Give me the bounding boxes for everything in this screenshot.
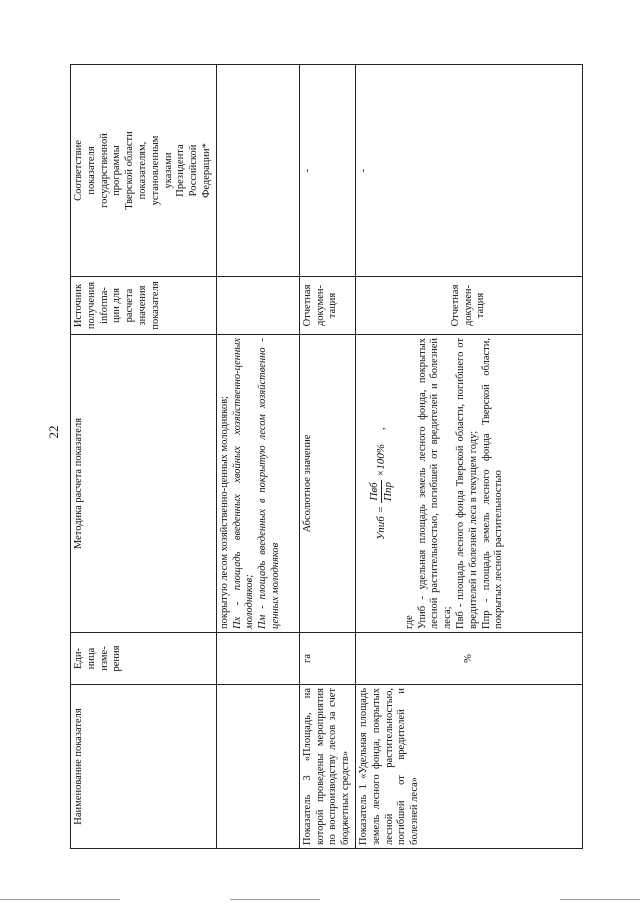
- row3-method: [355, 335, 582, 633]
- definition-line: Пвб - площадь лесного фонда Тверской области, погибшего от вредителей и болезней леса в текущем году;: [454, 338, 479, 629]
- table-header-row: [71, 65, 217, 849]
- header-unit: Еди- ница изме- рения: [71, 633, 217, 685]
- table-row: [355, 65, 582, 849]
- row2-method: Абсолютное значение: [299, 335, 355, 633]
- header-source: Источник получения informa- ции для расчета значения показателя: [71, 277, 217, 335]
- where-label: где: [403, 615, 415, 629]
- header-name: Наименование показателя: [71, 685, 217, 849]
- row3-source: Отчетная докумен-тация: [355, 277, 582, 335]
- row1-method: [216, 335, 299, 633]
- rotated-table-container: [70, 65, 640, 849]
- formula: [368, 338, 396, 629]
- row1-method-line: Пм - площадь введенных в покрытую лесом хозяйственно - ценных молодняков: [257, 338, 281, 629]
- header-compliance: Соответствие показателя государственной программы Тверской области показателям, установленным указами Президента Российской Федерации*: [71, 65, 217, 277]
- table-row: [299, 65, 355, 849]
- row3-unit: %: [355, 633, 582, 685]
- page-number: 22: [46, 425, 61, 439]
- formula-lhs: Упиб =: [375, 506, 388, 540]
- row2-source: Отчетная докумен-тация: [299, 277, 355, 335]
- header-method: Методика расчета показателя: [71, 335, 217, 633]
- scan-edge-line: [0, 899, 640, 900]
- row1-method-line: покрытую лесом хозяйственно-ценных молодняков;: [218, 396, 230, 629]
- row1-compliance: [216, 65, 299, 277]
- indicators-table: [70, 64, 583, 849]
- formula-denominator: Ппр: [382, 482, 395, 501]
- formula-numerator: Пвб: [368, 480, 382, 502]
- formula-tail: ×100%: [375, 443, 388, 478]
- row3-name: Показатель 1 «Удельная площадь земель лесного фонда, покрытых лесной растительностью, погибшей от вредителей и болезней леса»: [355, 685, 582, 849]
- row1-source: [216, 277, 299, 335]
- row2-name: Показатель 3 «Площадь, на которой проведены мероприятия по воспроизводству лесов за счет бюджетных средств»: [299, 685, 355, 849]
- row1-method-line: Пх - площадь введенных хвойных хозяйственно-ценных молодняков;: [231, 338, 256, 629]
- row1-unit: [216, 633, 299, 685]
- definition-line: Упиб - удельная площадь земель лесного фонда, покрытых лесной растительностью, погибшей от вредителей и болезней леса;: [416, 338, 454, 629]
- row3-compliance: -: [355, 65, 582, 277]
- table-row: [216, 65, 299, 849]
- row1-name: [216, 685, 299, 849]
- formula-comma: ,: [375, 427, 388, 430]
- formula-fraction: [368, 480, 396, 503]
- row2-unit: га: [299, 633, 355, 685]
- definition-line: Ппр - площадь земель лесного фонда Тверской области, покрытых лесной растительностью: [480, 338, 505, 629]
- row2-compliance: -: [299, 65, 355, 277]
